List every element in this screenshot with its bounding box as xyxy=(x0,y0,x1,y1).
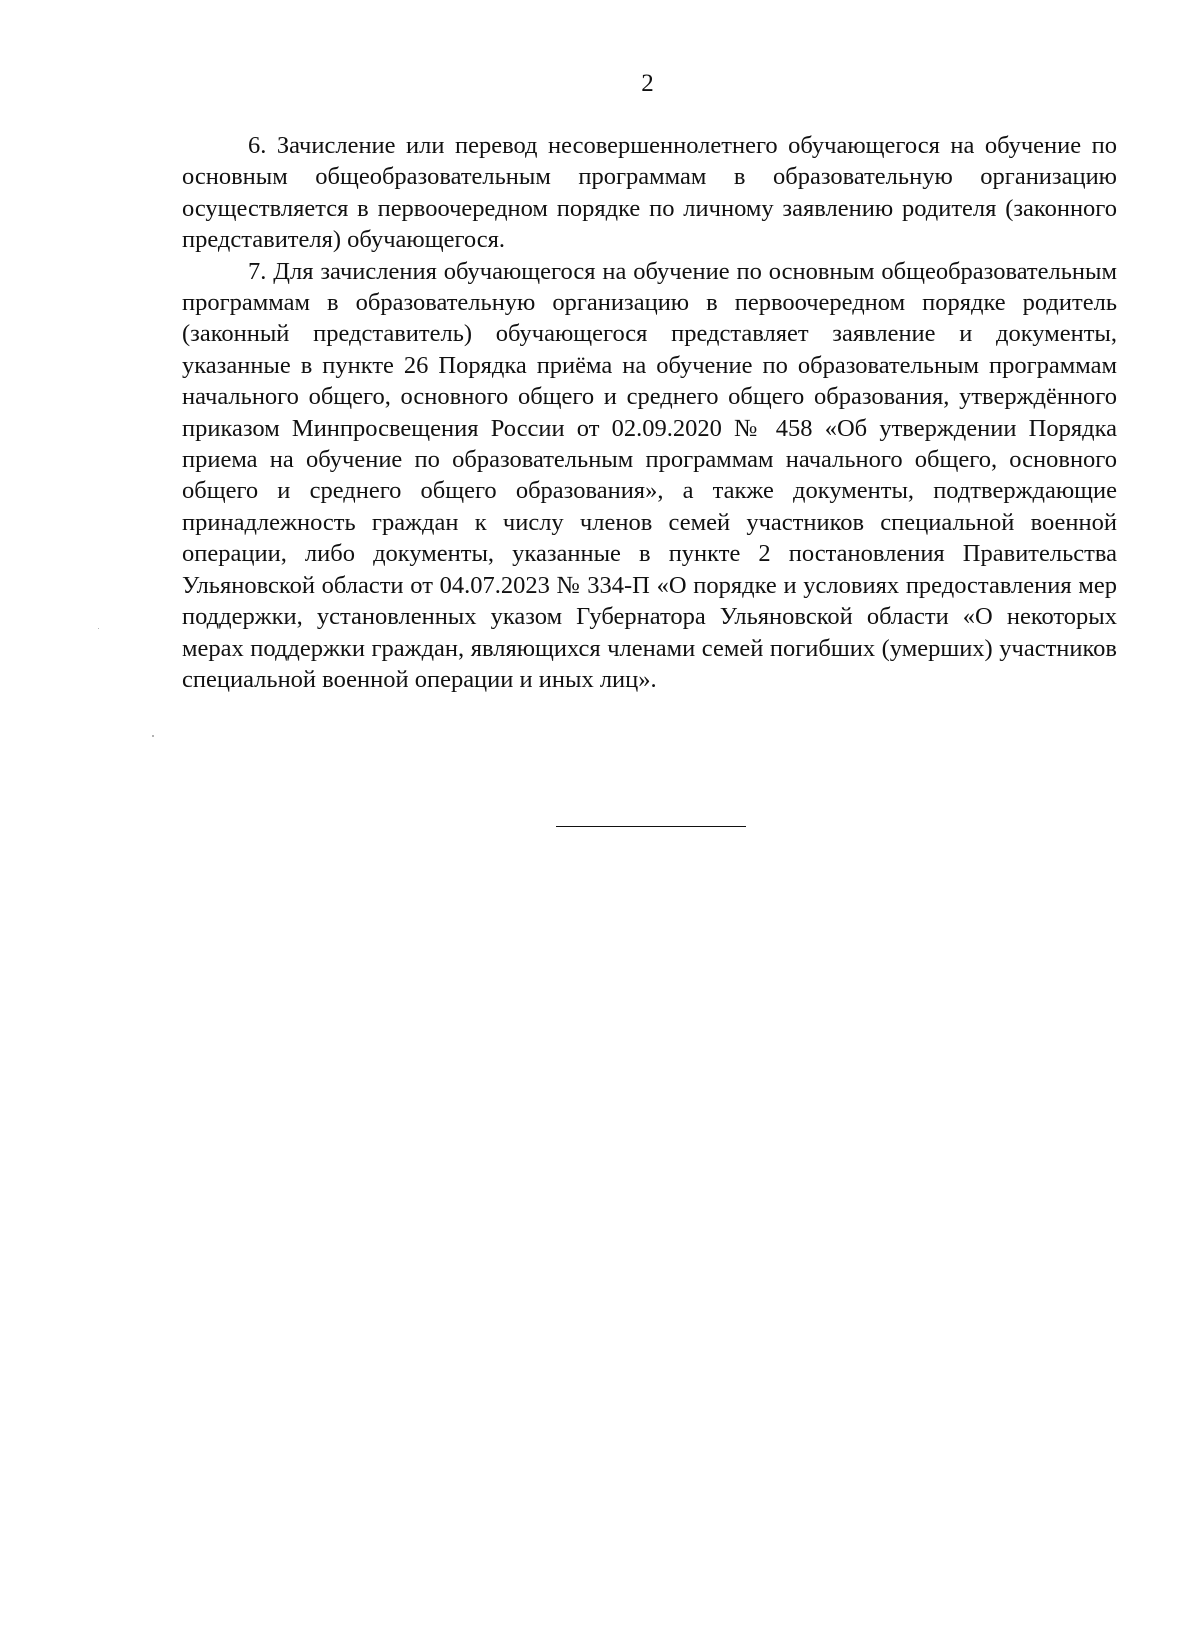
page-number: 2 xyxy=(641,70,654,97)
end-of-text-rule xyxy=(556,826,746,827)
scan-speck xyxy=(152,735,154,737)
scan-speck xyxy=(98,628,99,629)
paragraph-7: 7. Для зачисления обучающегося на обучение по основным общеобразовательным программам в образовательную организацию в первоочередном порядке родитель (законный представитель) обучающегося представляет заявление и документы, указанные в пункте 26 Порядка приёма на обучение по образовательным программам начального общего, основного общего и среднего общего образования, утверждённого приказом Минпросвещения России от 02.09.2020 № 458 «Об утверждении Порядка приема на обучение по образовательным программам начального общего, основного общего и среднего общего образования», а также документы, подтверждающие принадлежность граждан к числу членов семей участников специальной военной операции, либо документы, указанные в пункте 2 постановления Правительства Ульяновской области от 04.07.2023 № 334-П «О порядке и условиях предоставления мер поддержки, установленных указом Губернатора Ульяновской области «О некоторых мерах поддержки граждан, являющихся членами семей погибших (умерших) участников специальной военной операции и иных лиц». xyxy=(182,257,1117,693)
document-body xyxy=(182,130,1117,695)
paragraph-6: 6. Зачисление или перевод несовершеннолетнего обучающегося на обучение по основным общеобразовательным программам в образовательную организацию осуществляется в первоочередном порядке по личному заявлению родителя (законного представителя) обучающегося. xyxy=(182,132,1117,254)
